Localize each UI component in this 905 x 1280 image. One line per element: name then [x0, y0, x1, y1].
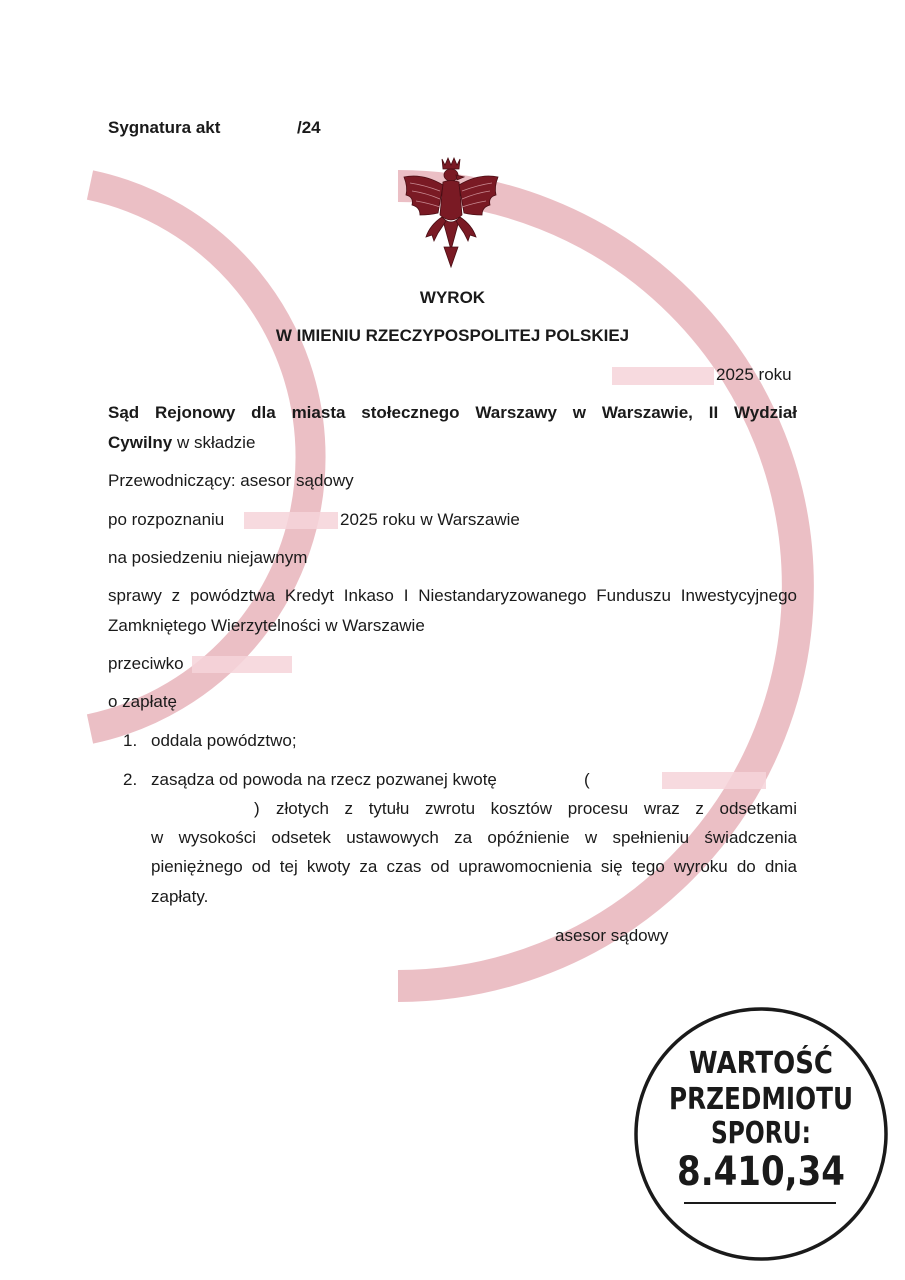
hearing-date-redaction — [244, 512, 338, 529]
court-name-line2 — [108, 428, 255, 458]
hearing-prefix: po rozpoznaniu — [108, 510, 225, 529]
ruling-2-line1-tail: ( — [584, 770, 590, 789]
stamp-line-1: WARTOŚĆ — [689, 1046, 856, 1081]
date-redaction — [612, 367, 714, 385]
ruling-1-text: oddala powództwo; — [151, 731, 297, 750]
case-description-line2: Zamkniętego Wierzytelności w Warszawie — [108, 616, 425, 635]
hearing-suffix: 2025 roku w Warszawie — [340, 510, 520, 529]
ruling-2-line2-start: ) — [254, 799, 260, 818]
defendant-redaction — [192, 656, 292, 673]
court-composition: w składzie — [176, 433, 256, 452]
case-number-suffix: /24 — [297, 118, 321, 137]
court-name: Sąd Rejonowy dla miasta stołecznego Warszawy w Warszawie, II Wydział — [108, 403, 797, 422]
ruling-2-line2: złotych z tytułu zwrotu kosztów procesu wraz z odsetkami — [276, 799, 797, 818]
court-division: Cywilny — [108, 433, 173, 452]
judgment-date: 2025 roku — [716, 365, 792, 384]
stamp-line-2: PRZEDMIOTU — [669, 1082, 853, 1117]
ruling-2-line5: zapłaty. — [151, 887, 209, 906]
dispute-value-stamp — [632, 1005, 890, 1263]
case-subject: o zapłatę — [108, 692, 177, 711]
session-type: na posiedzeniu niejawnym — [108, 548, 308, 567]
amount-words-redaction — [662, 772, 766, 789]
case-number-label: Sygnatura akt — [108, 118, 221, 137]
stamp-amount: 8.410,34 — [677, 1149, 845, 1195]
presiding-judge: Przewodniczący: asesor sądowy — [108, 471, 354, 490]
polish-eagle-emblem — [398, 155, 504, 270]
verdict-title: WYROK — [419, 288, 486, 307]
ruling-2-number: 2. — [123, 770, 138, 789]
in-the-name-heading: W IMIENIU RZECZYPOSPOLITEJ POLSKIEJ — [275, 326, 630, 345]
case-description-line1: sprawy z powództwa Kredyt Inkaso I Niestandaryzowanego Funduszu Inwestycyjnego — [108, 586, 797, 605]
ruling-2-line4: pieniężnego od tej kwoty za czas od uprawomocnienia się tego wyroku do dnia — [151, 857, 797, 876]
ruling-2-line3: w wysokości odsetek ustawowych za opóźnienie w spełnieniu świadczenia — [151, 828, 797, 847]
signature-title: asesor sądowy — [555, 926, 669, 945]
stamp-line-3: SPORU: — [711, 1116, 811, 1151]
ruling-1-number: 1. — [123, 731, 138, 750]
ruling-2-line1: zasądza od powoda na rzecz pozwanej kwotę — [151, 770, 497, 789]
against-label: przeciwko — [108, 654, 184, 673]
